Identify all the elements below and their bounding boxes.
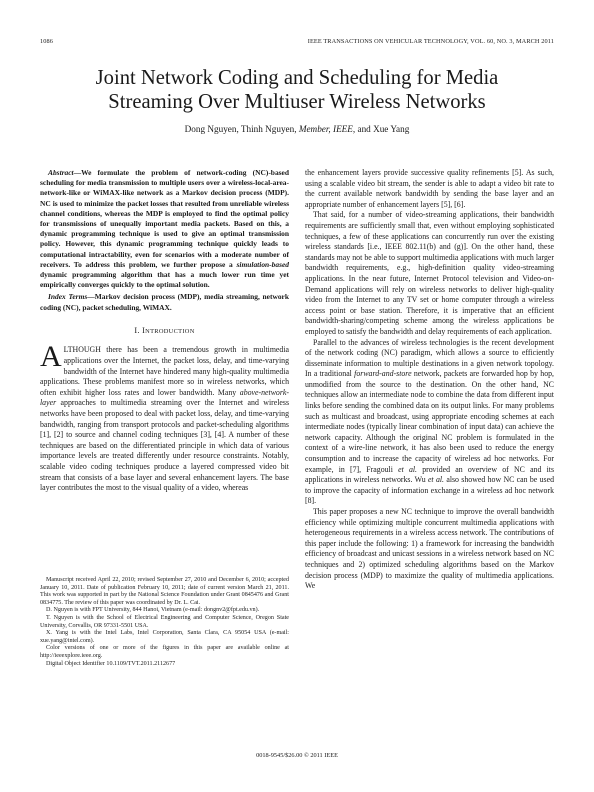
- p3-emph-3: et al.: [427, 475, 445, 485]
- title-line-2: Streaming Over Multiuser Wireless Networks: [108, 91, 486, 113]
- footnote-color: Color versions of one or more of the figures in this paper are available online at http://ieeexplore.ieee.org.: [40, 645, 289, 659]
- section-heading: [40, 326, 289, 338]
- p3-emph-2: et al.: [398, 464, 418, 474]
- intro-paragraph: [40, 340, 289, 493]
- intro-emph: above-network-layer: [40, 387, 289, 408]
- intro-start: LTHOUGH there has been a tremendous growth in multimedia applications over the Internet, the packet loss, delay, and time-varying bandwidth of the Internet have hindered many high-quality multimedia applications. These problems manifest more so in wireless networks, which often exhibit higher loss rates and lower bandwidth. Many: [40, 345, 289, 397]
- paper-title: [40, 66, 554, 114]
- author-last: and Xue Yang: [357, 124, 410, 134]
- section-initial: I: [142, 325, 146, 335]
- index-terms: [40, 292, 289, 312]
- p3-mid-2: provided an overview of NC and its applications in wireless networks. Wu: [305, 464, 554, 485]
- intro-end: approaches to multimedia streaming over the Internet and wireless networks have been proposed to deal with packet loss, delay, and time-varying bandwidth, ranging from transport protocols and packet-scheduling algorithms [1], [2] to source and channel coding techniques [3], [4]. A number of these techniques are based on the differentiated principle in which data of various importance levels are treated differently under resource constraints. Notably, scalable video coding techniques produce a layered compressed video bit stream that consists of a base layer and several enhancement layers. The base layer contributes the most to the visual quality of a video, whereas: [40, 398, 289, 493]
- author-names: Dong Nguyen, Thinh Nguyen,: [184, 124, 297, 134]
- abstract-text: —We formulate the problem of network-coding (NC)-based scheduling for media transmission to multiple users over a wireless-local-area-network-like or WiMAX-like network as a Markov decision process (MDP). NC is used to minimize the packet losses that resulted from unreliable wireless channel conditions, whereas the MDP is employed to find the optimal policy for transmissions of unequally important media packets. Based on this, a dynamic programming technique is used to give an optimal transmission policy. However, this dynamic programming technique quickly leads to computational intractability, even for scenarios with a moderate number of receivers. To address this problem, we further propose a: [40, 168, 289, 269]
- p3-emph: forward-and-store: [354, 369, 412, 379]
- footnote-manuscript: Manuscript received April 22, 2010; revised September 27, 2010 and December 6, 2010; accepted January 10, 2011. Date of publication February 10, 2011; date of current version March 21, 2011. This work was supported in part by the National Science Foundation under Grant 0845476 and Grant 0834775. The review of this paper was coordinated by Dr. L. Cai.: [40, 577, 289, 606]
- footnote-author-2: T. Nguyen is with the School of Electrical Engineering and Computer Science, Oregon State University, Corvallis, OR 97331-5501 USA.: [40, 614, 289, 629]
- page-number: 1086: [40, 38, 53, 45]
- abstract-tail: dynamic programming algorithm that has a much lower run time yet empirically converges quickly to the optimal solution.: [40, 270, 289, 290]
- p3-end: also showed how NC can be used to improve the capacity of information exchange in a wireless ad hoc network [8].: [305, 475, 554, 506]
- left-column: [40, 168, 289, 494]
- copyright-footer: 0018-9545/$26.00 © 2011 IEEE: [256, 752, 338, 759]
- abstract-emph: simulation-based: [236, 259, 289, 269]
- right-paragraph-4: This paper proposes a new NC technique to improve the overall bandwidth efficiency while optimizing multiple concurrent multimedia applications with heterogeneous requirements in a wireless access network. The contributions of this paper include the following: 1) a framework for increasing the bandwidth efficiency of broadcast and unicast sessions in a wireless network based on NC techniques and 2) optimized scheduling algorithms based on the Markov decision process (MDP) to maximize the quality of multimedia applications. We: [305, 507, 554, 591]
- title-line-1: Joint Network Coding and Scheduling for Media: [95, 67, 499, 89]
- author-list: [40, 124, 554, 134]
- section-numeral: I.: [134, 325, 140, 335]
- drop-cap: A: [40, 340, 62, 374]
- right-paragraph-3: [305, 338, 554, 508]
- author-membership: Member, IEEE,: [298, 124, 356, 134]
- footnote-author-3: X. Yang is with the Intel Labs, Intel Corporation, Santa Clara, CA 95054 USA (e-mail: xue.yang@intel.com).: [40, 630, 289, 644]
- footnote-doi: Digital Object Identifier 10.1109/TVT.2011.2112677: [46, 660, 176, 667]
- right-paragraph-1: the enhancement layers provide successive quality refinements [5]. As such, using a scalable video bit stream, the sender is able to adapt a video bit rate to the current available network bandwidth by sending the base layer and an appropriate number of enhancement layers [5], [6].: [305, 168, 554, 209]
- section-rest: NTRODUCTION: [145, 327, 195, 335]
- p3-mid: network, packets are forwarded hop by hop, unmodified from the source to the destination. On the other hand, NC techniques allow an intermediate node to combine the data from different input links before sending the combined data on its output links. For many problems such as multicast and broadcast, using appropriate encoding schemes at each intermediate nodes (typically linear combination of input data) can achieve the network capacity. Although the original NC problem is formulated in the context of a wire-line network, it has also been used to reduce the energy consumption and to increase the capacity of wireless ad hoc networks. For example, in [7], Fragouli: [305, 369, 554, 474]
- footnotes: [40, 577, 289, 668]
- p3-start: Parallel to the advances of wireless technologies is the recent development of the network coding (NC) paradigm, which allows a source to efficiently disseminate information to multiple destinations in a given network topology. In a traditional: [305, 337, 554, 379]
- abstract-label: Abstract: [48, 168, 74, 177]
- journal-header: IEEE TRANSACTIONS ON VEHICULAR TECHNOLOGY, VOL. 60, NO. 3, MARCH 2011: [307, 38, 554, 45]
- abstract: [40, 168, 289, 290]
- footnote-author-1: D. Nguyen is with FPT University, 844 Hanoi, Vietnam (e-mail: dongnv2@fpt.edu.vn).: [46, 607, 260, 614]
- index-terms-label: Index Terms: [48, 292, 88, 302]
- index-terms-text: —Markov decision process (MDP), media streaming, network coding (NC), packet scheduling, WiMAX.: [40, 292, 289, 312]
- right-paragraph-2: That said, for a number of video-streaming applications, their bandwidth requirements are sufficiently small that, even without employing sophisticated techniques, a few of these applications can concurrently run over the existing wireless standards [i.e., IEEE 802.11(b) and (g)]. On the other hand, these standards may not be able to support multimedia applications with much larger bandwidth requirements, e.g., high-definition quality video-streaming applications. In the near future, Internet Protocol television and Video-on-Demand applications will rely on wireless networks to deliver high-quality video from the Internet to any TV set or home computer through a wireless access point or base station. Therefore, it is imperative that an efficient bandwidth-sharing/competing scheme among the wireless applications be employed to satisfy the bandwidth and delay requirements of each application.: [305, 210, 554, 336]
- right-column: [305, 168, 554, 592]
